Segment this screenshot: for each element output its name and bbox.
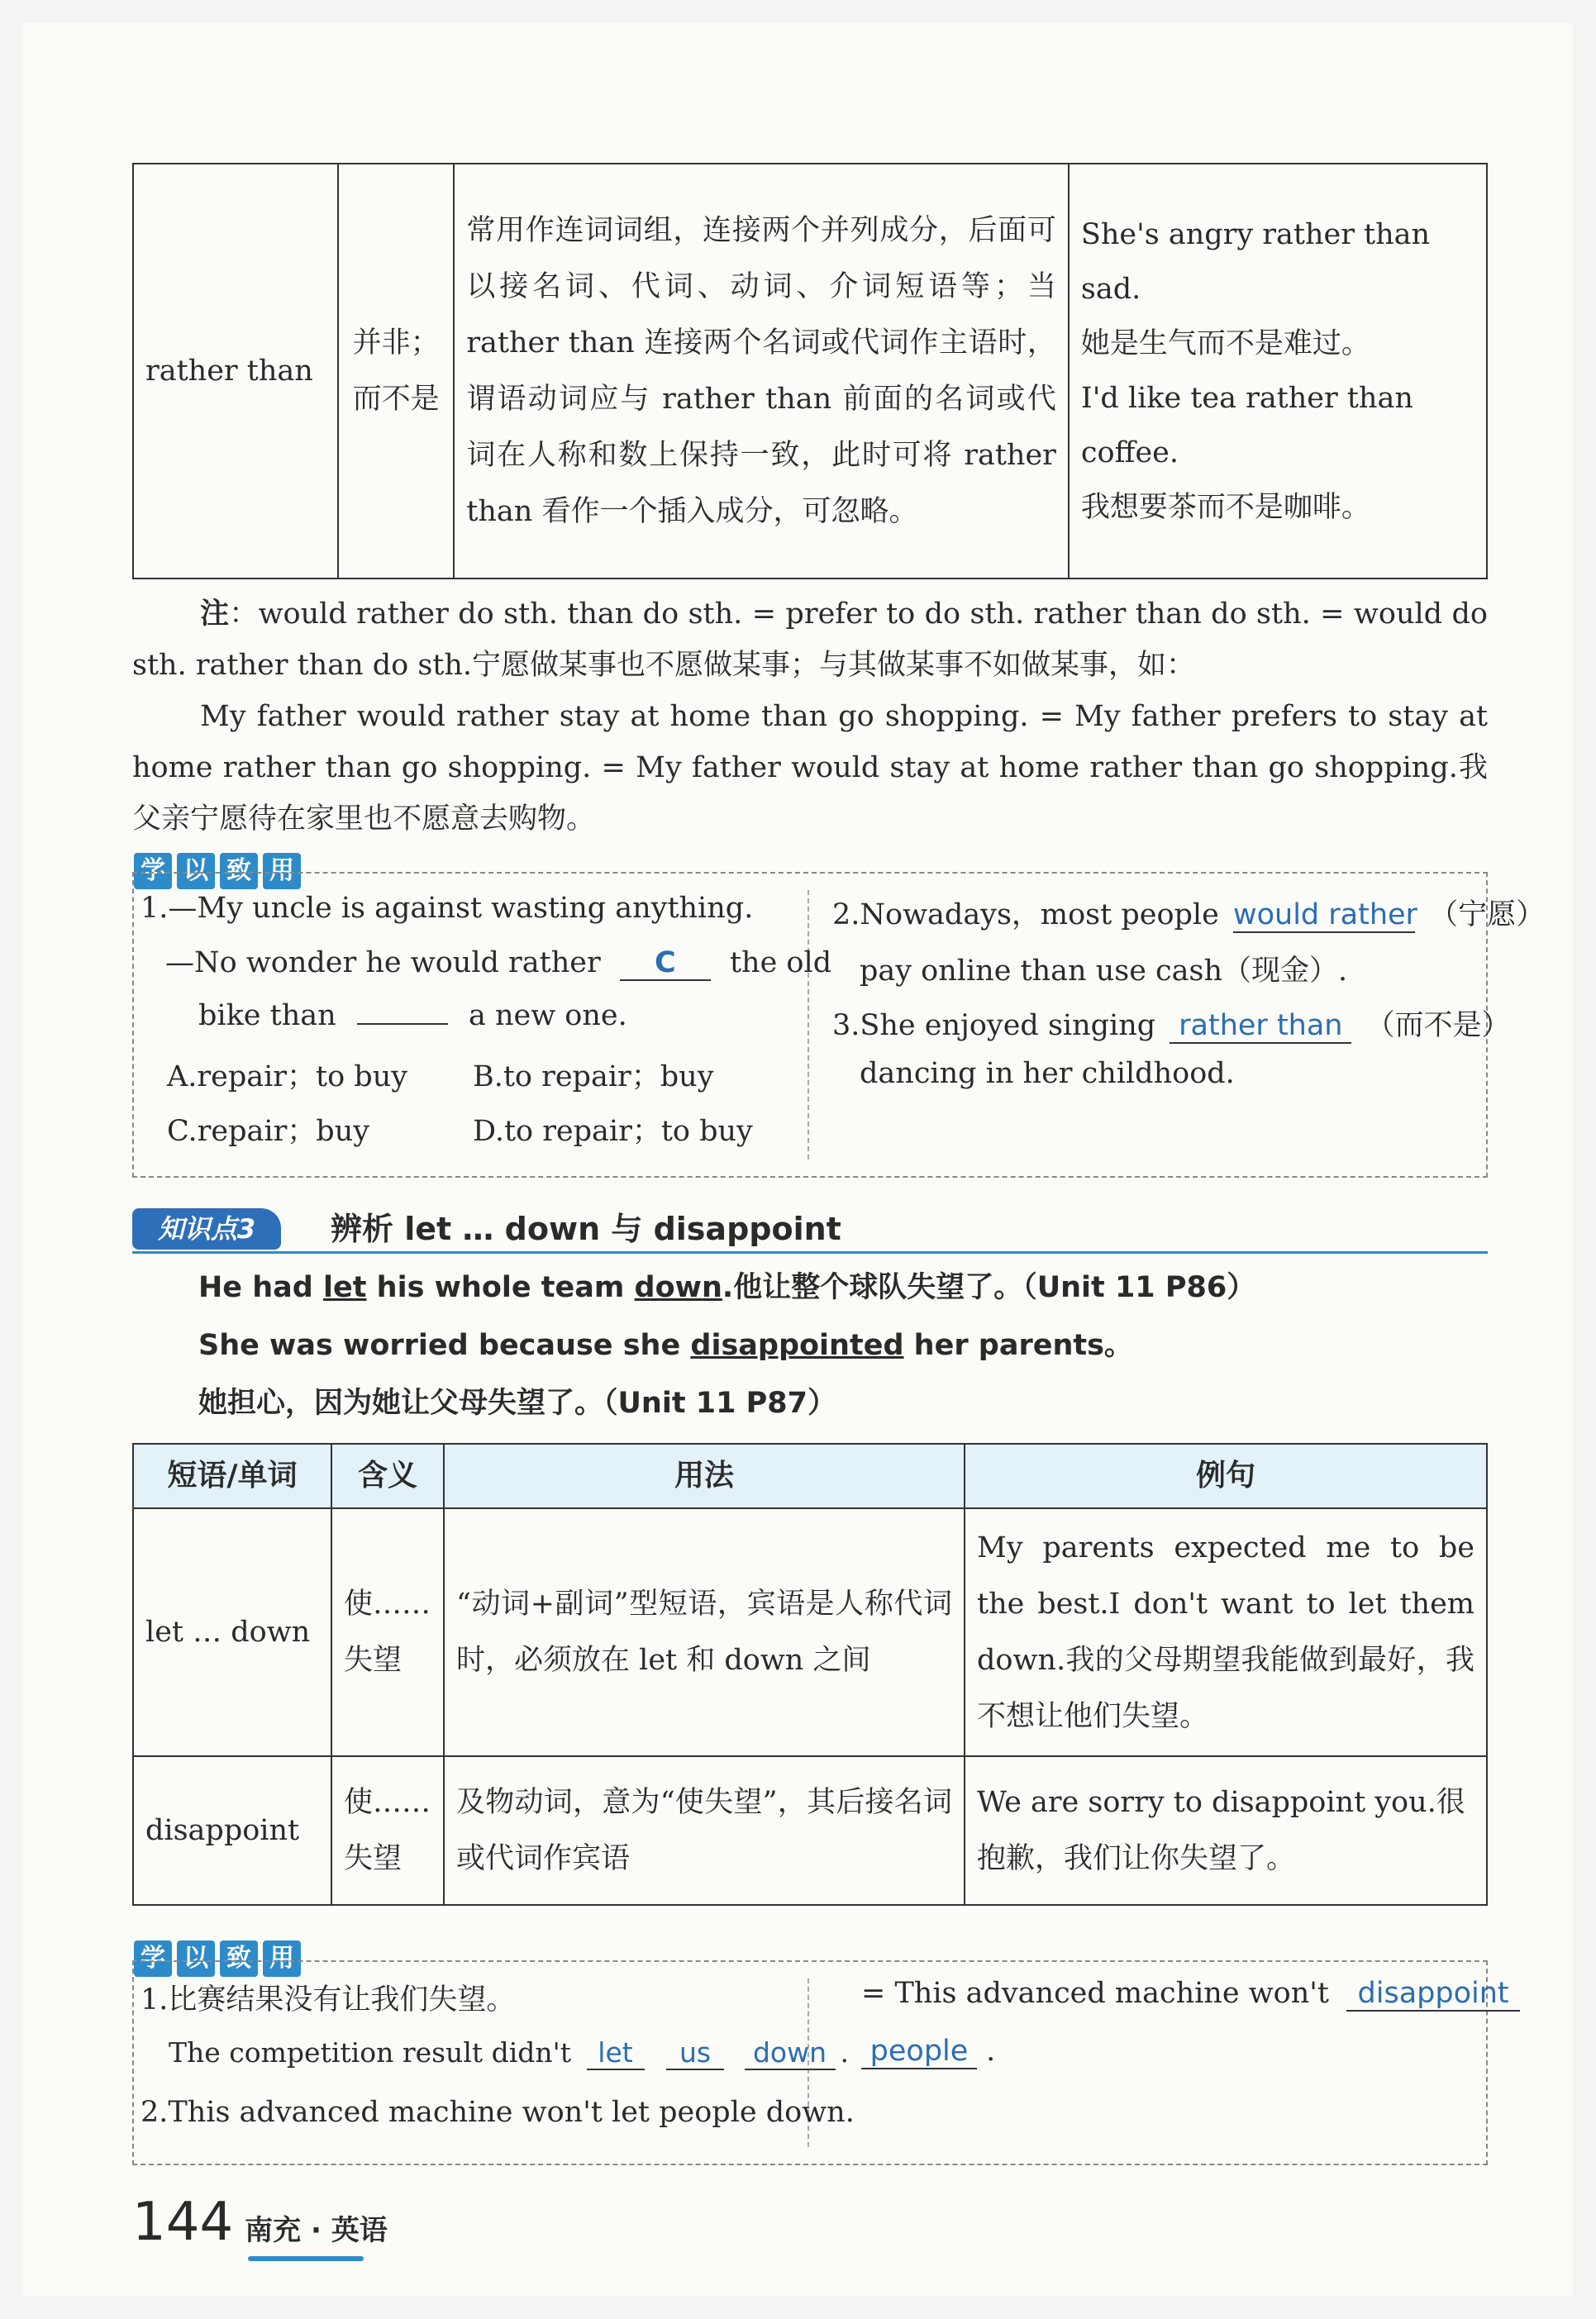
phrase-cell: rather than [133, 164, 338, 579]
q3-line2: dancing in her childhood. [860, 1057, 1235, 1090]
meaning-cell: 并非；而不是 [338, 164, 454, 579]
q3-answer: rather than [1170, 1009, 1351, 1044]
column-divider [808, 890, 809, 1160]
example-sentence-1 [198, 1264, 1255, 1306]
practice-tag-char: 学 [134, 1940, 172, 1977]
knowledge-point-title: 辨析 let … down 与 disappoint [331, 1211, 841, 1247]
q3-hint: （而不是） [1365, 1009, 1511, 1042]
s1-part: .他让整个球队失望了。（Unit 11 P86） [722, 1271, 1256, 1304]
note-label: 注 [200, 598, 230, 631]
example-sentence-2 [198, 1322, 1133, 1364]
footer-text: 南充 · 英语 [245, 2214, 388, 2247]
q1-text-d: a new one. [468, 999, 627, 1032]
s1-let: let [323, 1271, 367, 1304]
s2-part: her parents。 [903, 1329, 1133, 1362]
practice-tag-char: 学 [134, 853, 172, 889]
page-number: 144 [132, 2192, 234, 2253]
q1-answer: C [620, 946, 711, 981]
meaning-cell: 使……失望 [331, 1508, 444, 1756]
q2-text-a: 2.Nowadays，most people [832, 898, 1219, 931]
table-row [133, 1756, 1487, 1905]
q3-line1 [832, 1002, 1510, 1044]
example-sentence-3: 她担心，因为她让父母失望了。（Unit 11 P87） [198, 1387, 837, 1420]
knowledge-point-badge: 知识点3 [132, 1208, 281, 1250]
word-cell: disappoint [133, 1756, 331, 1905]
s1-part: his whole team [366, 1271, 635, 1304]
ex2-answer-disappoint: disappoint [1346, 1977, 1520, 2012]
s1-part: He had [198, 1271, 323, 1304]
practice-tag-char: 用 [263, 853, 301, 889]
example-en-1: She's angry rather than sad. [1080, 218, 1431, 306]
ex2-q1-en: The competition result didn't let us down . [169, 2036, 850, 2069]
note-paragraph [132, 588, 1488, 691]
ex2-q2-text: = This advanced machine won't [861, 1977, 1329, 2010]
ex2-q2-line2: people . [861, 2035, 995, 2069]
q2-answer: would rather [1232, 898, 1417, 931]
ex2-q2-line [861, 1977, 1520, 2012]
q1-line3 [198, 999, 627, 1032]
ex2-q1-text: The competition result didn't [169, 2036, 572, 2069]
note-example: My father would rather stay at home than go shopping. = My father prefers to stay at home rather than go shopping. = My father would stay at home rather than go shopping.我父亲宁愿待在家里也不愿意去购物。 [132, 700, 1488, 836]
ex2-answer-let: let [587, 2036, 645, 2070]
usage-cell: 常用作连词词组，连接两个并列成分，后面可以接名词、代词、动词、介词短语等；当 rather than 连接两个名词或代词作主语时，谓语动词应与 rather than 前面的名词或代词在人称和数上保持一致，此时可将 rather than 看作一个插入成分，可忽略。 [454, 164, 1069, 579]
q2-line2: pay online than use cash（现金）. [860, 955, 1348, 988]
q1-text-a: —No wonder he would rather [165, 946, 601, 979]
usage-cell: “动词+副词”型短语，宾语是人称代词时，必须放在 let 和 down 之间 [444, 1508, 965, 1756]
table-row [133, 1508, 1487, 1756]
let-down-table [132, 1443, 1488, 1906]
q2-line1 [832, 892, 1545, 933]
option-a: A.repair；to buy [167, 1060, 408, 1093]
s2-disappointed: disappointed [690, 1329, 904, 1362]
header-meaning: 含义 [331, 1444, 444, 1508]
knowledge-point-header [132, 1208, 1488, 1254]
s1-down: down [634, 1271, 722, 1304]
s2-part: She was worried because she [198, 1329, 691, 1362]
ex2-answer-people: people [861, 2035, 977, 2069]
usage-cell: 及物动词，意为“使失望”，其后接名词或代词作宾语 [444, 1756, 965, 1905]
example-zh-2: 我想要茶而不是咖啡。 [1080, 491, 1370, 524]
practice-tag-char: 用 [263, 1940, 301, 1977]
example-cell: We are sorry to disappoint you.很抱歉，我们让你失望了。 [965, 1756, 1487, 1905]
header-usage: 用法 [444, 1444, 965, 1508]
practice-tag-char: 以 [177, 853, 215, 889]
table-row [133, 164, 1487, 579]
note-text: ：would rather do sth. than do sth. = prefer to do sth. rather than do sth. = would do sth. rather than do sth.宁愿做某事也不愿做某事；与其做某事不如做某事，如： [132, 598, 1488, 682]
example-en-2: I'd like tea rather than coffee. [1080, 382, 1413, 469]
meaning-cell: 使……失望 [331, 1756, 444, 1905]
exercise-box-1 [132, 872, 1546, 1178]
ex2-q2: 2.This advanced machine won't let people down. [141, 2096, 855, 2129]
q1-blank-2 [357, 1023, 448, 1025]
header-example: 例句 [965, 1444, 1487, 1508]
q2-hint: （宁愿） [1429, 898, 1546, 931]
page-footer [132, 2192, 388, 2253]
footer-underline [248, 2256, 364, 2261]
q3-text-a: 3.She enjoyed singing [832, 1009, 1156, 1042]
q1-line1: 1.—My uncle is against wasting anything. [141, 892, 754, 925]
practice-tag-char: 致 [220, 853, 258, 889]
examples-cell [1069, 164, 1487, 579]
practice-tag-char: 致 [220, 1940, 258, 1977]
q1-text-b: the old [729, 946, 832, 979]
ex2-answer-down: down [745, 2036, 836, 2070]
option-b: B.to repair；buy [473, 1060, 714, 1093]
q1-text-c: bike than [198, 999, 336, 1032]
option-c: C.repair；buy [167, 1115, 370, 1148]
example-cell: My parents expected me to be the best.I don't want to let them down.我的父母期望我能做到最好，我不想让他们失望。 [965, 1508, 1487, 1756]
example-zh-1: 她是生气而不是难过。 [1080, 327, 1370, 360]
option-d: D.to repair；to buy [473, 1115, 753, 1148]
practice-tag-char: 以 [177, 1940, 215, 1977]
ex2-q1: 1.比赛结果没有让我们失望。 [141, 1983, 516, 2017]
table-header-row [133, 1444, 1487, 1508]
header-word: 短语/单词 [133, 1444, 331, 1508]
exercise-box-2 [132, 1960, 1509, 2165]
rather-than-table [132, 163, 1488, 579]
ex2-answer-us: us [666, 2036, 724, 2070]
word-cell: let … down [133, 1508, 331, 1756]
note-section [132, 588, 1488, 845]
q1-line2 [165, 946, 831, 981]
